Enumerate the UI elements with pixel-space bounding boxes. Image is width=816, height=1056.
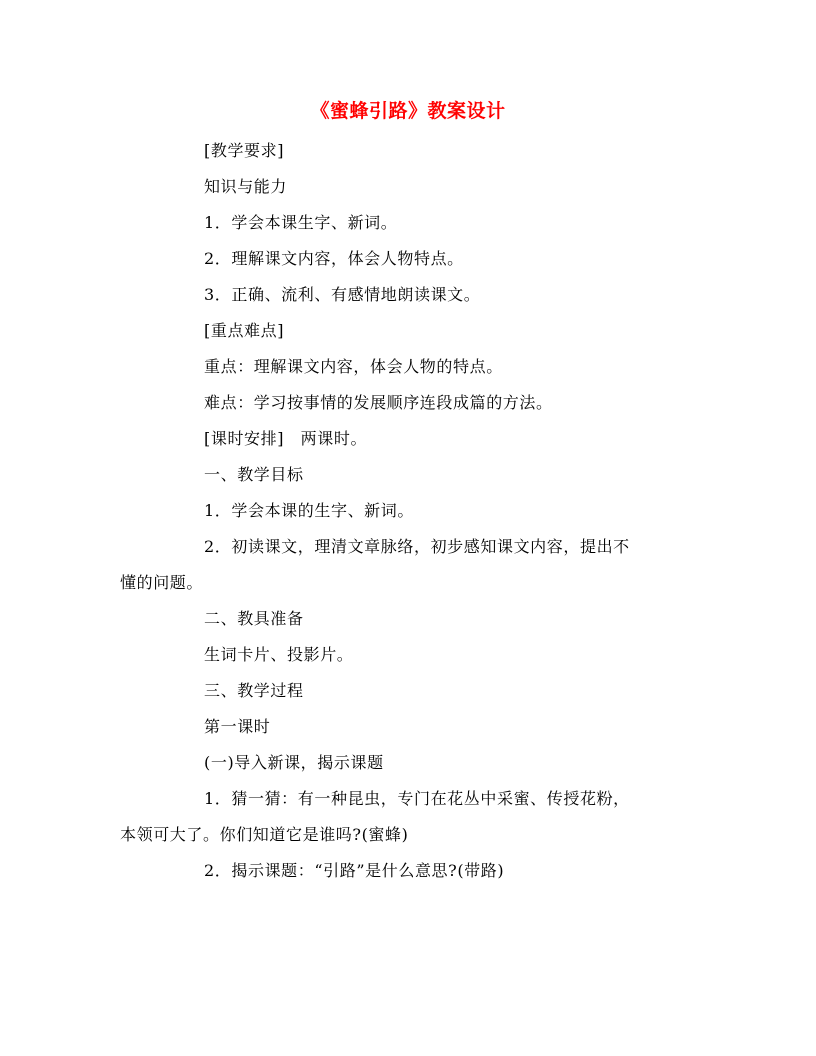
list-item: 2．揭示课题：“引路”是什么意思?(带路) [204, 861, 505, 880]
subheading-first-lesson: 第一课时 [204, 717, 271, 736]
section-heading-objectives: 一、教学目标 [204, 465, 304, 484]
subheading-knowledge-ability: 知识与能力 [204, 177, 288, 196]
paragraph: 难点：学习按事情的发展顺序连段成篇的方法。 [204, 393, 553, 412]
list-item: 2．理解课文内容，体会人物特点。 [204, 249, 464, 268]
paragraph: 重点：理解课文内容，体会人物的特点。 [204, 357, 503, 376]
list-item: 1．学会本课生字、新词。 [204, 213, 398, 232]
paragraph: 生词卡片、投影片。 [204, 645, 354, 664]
section-heading-schedule: [课时安排] 两课时。 [204, 429, 368, 448]
section-heading-requirements: [教学要求] [204, 141, 285, 160]
subheading-introduction: (一)导入新课，揭示课题 [204, 753, 384, 772]
section-heading-key-points: [重点难点] [204, 321, 285, 340]
list-item-continuation: 本领可大了。你们知道它是谁吗?(蜜蜂) [120, 825, 409, 844]
list-item: 2．初读课文，理清文章脉络，初步感知课文内容，提出不 [204, 537, 630, 556]
document-title: 《蜜蜂引路》教案设计 [310, 100, 506, 122]
list-item-continuation: 懂的问题。 [120, 573, 204, 592]
section-heading-process: 三、教学过程 [204, 681, 304, 700]
list-item: 3．正确、流利、有感情地朗读课文。 [204, 285, 481, 304]
list-item: 1．学会本课的生字、新词。 [204, 501, 414, 520]
section-heading-materials: 二、教具准备 [204, 609, 304, 628]
list-item: 1．猜一猜：有一种昆虫，专门在花丛中采蜜、传授花粉， [204, 789, 630, 808]
